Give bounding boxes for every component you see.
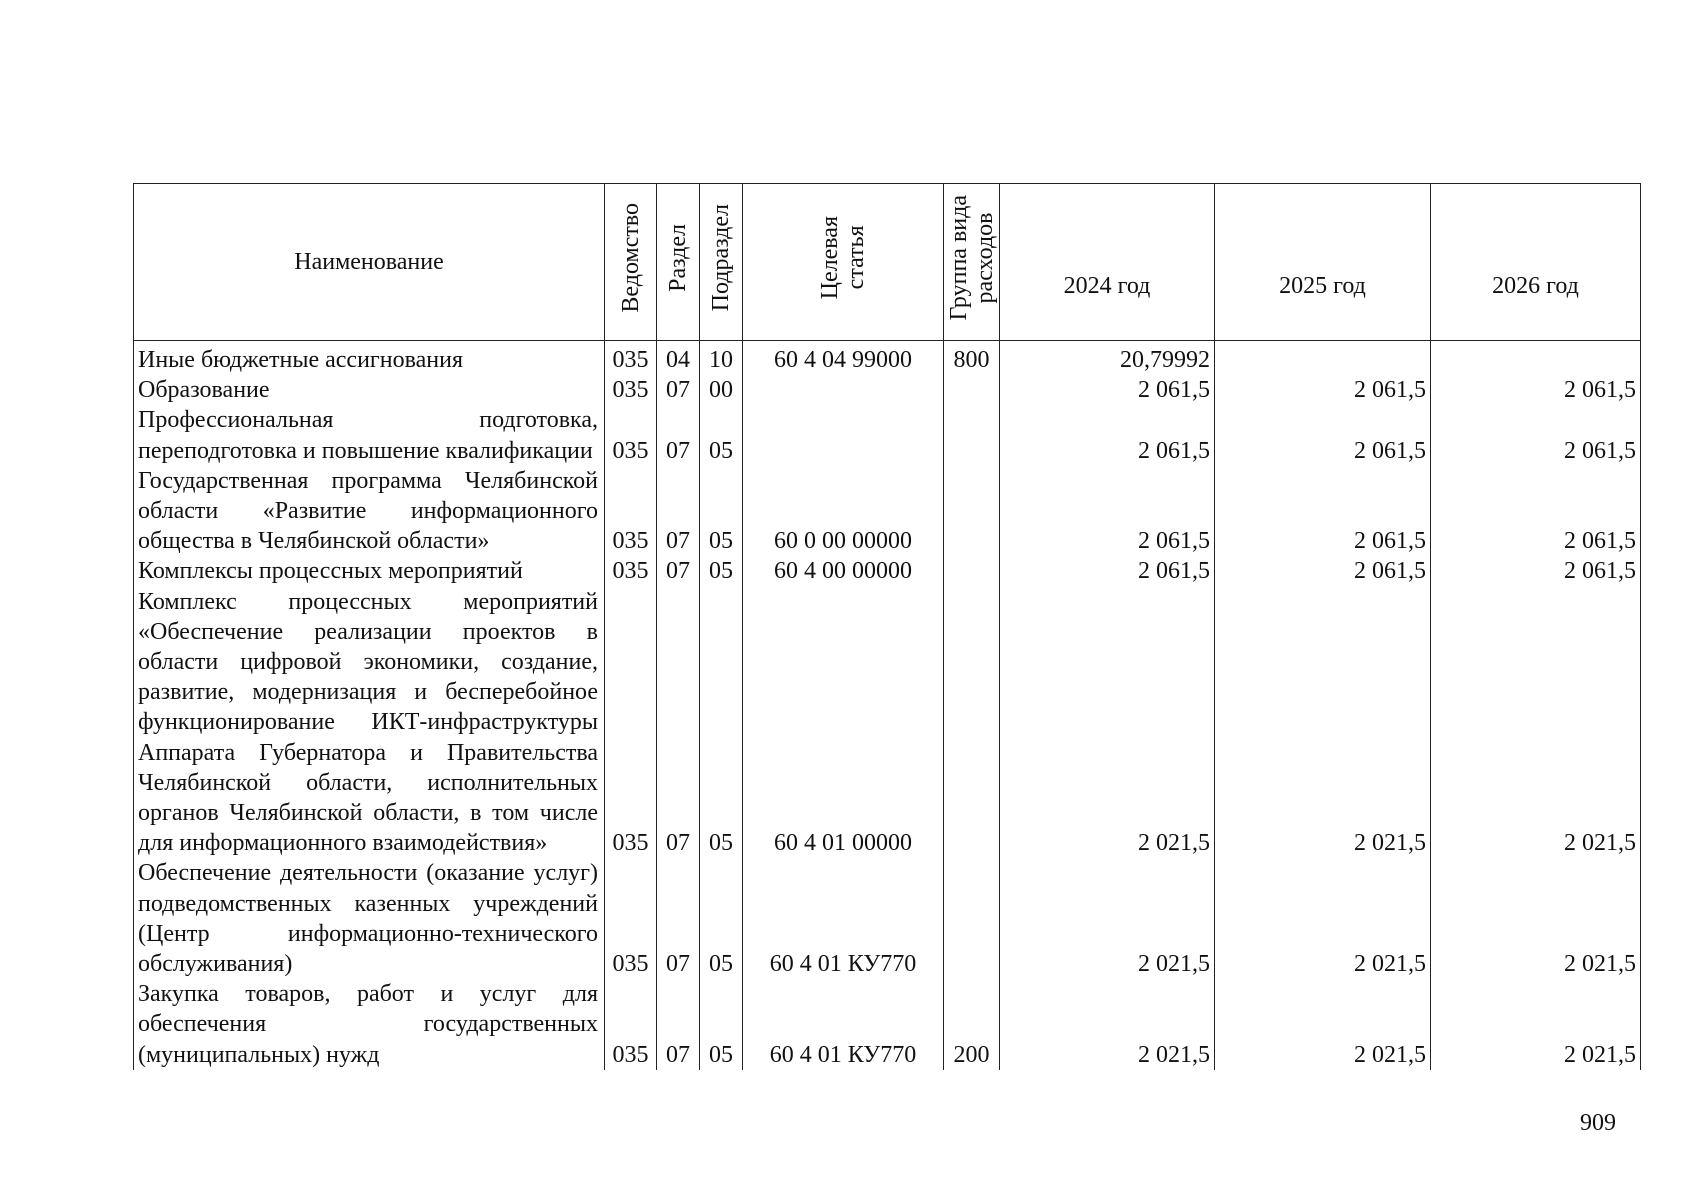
header-name (134, 184, 605, 341)
table-row (134, 587, 1641, 859)
cell-2026: 2 021,5 (1431, 587, 1641, 859)
cell-celevaya: 60 4 00 00000 (743, 556, 944, 586)
cell-2026: 2 061,5 (1431, 375, 1641, 405)
cell-ved: 035 (605, 587, 657, 859)
cell-2026: 2 061,5 (1431, 466, 1641, 557)
cell-razdel: 07 (657, 858, 700, 979)
header-razdel (657, 184, 700, 341)
cell-celevaya: 60 4 01 КУ770 (743, 979, 944, 1070)
cell-razdel: 07 (657, 375, 700, 405)
cell-podrazdel: 00 (700, 375, 743, 405)
header-razdel-text: Раздел (665, 223, 691, 292)
cell-podrazdel: 05 (700, 979, 743, 1070)
header-ved (605, 184, 657, 341)
cell-ved: 035 (605, 341, 657, 376)
header-year-2024 (1000, 184, 1215, 341)
table-row (134, 979, 1641, 1070)
cell-name: Государственная программа Челябинской области «Развитие информационного общества в Челябинской области» (134, 466, 605, 557)
cell-2025: 2 061,5 (1215, 405, 1431, 465)
budget-table (133, 183, 1641, 1070)
cell-celevaya: 60 4 01 КУ770 (743, 858, 944, 979)
header-ved-text: Ведомство (617, 203, 644, 313)
cell-gruppa: 200 (944, 979, 1000, 1070)
cell-2025 (1215, 341, 1431, 376)
header-celevaya-line1: Целевая (817, 216, 843, 300)
cell-2026: 2 061,5 (1431, 556, 1641, 586)
cell-ved: 035 (605, 556, 657, 586)
cell-2024: 2 061,5 (1000, 466, 1215, 557)
cell-gruppa (944, 466, 1000, 557)
cell-podrazdel: 05 (700, 405, 743, 465)
cell-2024: 2 061,5 (1000, 375, 1215, 405)
table-row (134, 405, 1641, 465)
cell-2024: 2 021,5 (1000, 858, 1215, 979)
header-celevaya-line2: статья (843, 225, 869, 290)
cell-2024: 2 021,5 (1000, 587, 1215, 859)
cell-2026 (1431, 341, 1641, 376)
table-row (134, 341, 1641, 376)
cell-celevaya: 60 0 00 00000 (743, 466, 944, 557)
cell-podrazdel: 05 (700, 858, 743, 979)
table-row (134, 466, 1641, 557)
table-body (134, 341, 1641, 1070)
cell-2026: 2 021,5 (1431, 979, 1641, 1070)
header-celevaya (743, 184, 944, 341)
cell-2025: 2 061,5 (1215, 375, 1431, 405)
cell-name: Закупка товаров, работ и услуг для обеспечения государственных (муниципальных) нужд (134, 979, 605, 1070)
cell-name: Комплекс процессных мероприятий «Обеспечение реализации проектов в области цифровой экономики, создание, развитие, модернизация и бесперебойное функционирование ИКТ-инфраструктуры Аппарата Губернатора и Правительства Челябинской области, исполнительных органов Челябинской области, в том числе для информационного взаимодействия» (134, 587, 605, 859)
table-row (134, 858, 1641, 979)
cell-gruppa (944, 858, 1000, 979)
cell-name: Образование (134, 375, 605, 405)
header-podrazdel (700, 184, 743, 341)
cell-razdel: 07 (657, 979, 700, 1070)
table-header (134, 184, 1641, 341)
cell-celevaya: 60 4 04 99000 (743, 341, 944, 376)
header-name-text: Наименование (294, 248, 444, 275)
cell-razdel: 07 (657, 405, 700, 465)
cell-2025: 2 021,5 (1215, 858, 1431, 979)
cell-2025: 2 021,5 (1215, 587, 1431, 859)
table-row (134, 375, 1641, 405)
cell-2024: 2 021,5 (1000, 979, 1215, 1070)
cell-ved: 035 (605, 979, 657, 1070)
cell-razdel: 07 (657, 587, 700, 859)
header-gruppa-line1: Группа вида (945, 195, 972, 321)
cell-ved: 035 (605, 858, 657, 979)
cell-podrazdel: 10 (700, 341, 743, 376)
cell-2024: 2 061,5 (1000, 556, 1215, 586)
cell-2024: 2 061,5 (1000, 405, 1215, 465)
cell-2026: 2 061,5 (1431, 405, 1641, 465)
cell-celevaya (743, 375, 944, 405)
header-gruppa (944, 184, 1000, 341)
cell-razdel: 07 (657, 556, 700, 586)
cell-razdel: 07 (657, 466, 700, 557)
header-year-2025 (1215, 184, 1431, 341)
cell-razdel: 04 (657, 341, 700, 376)
cell-name: Профессиональная подготовка, переподготовка и повышение квалификации (134, 405, 605, 465)
cell-ved: 035 (605, 375, 657, 405)
header-gruppa-text (946, 195, 998, 320)
header-year-2026-text: 2026 год (1492, 272, 1579, 299)
cell-name: Обеспечение деятельности (оказание услуг) подведомственных казенных учреждений (Центр информационно-технического обслуживания) (134, 858, 605, 979)
cell-2025: 2 061,5 (1215, 466, 1431, 557)
cell-gruppa (944, 405, 1000, 465)
cell-gruppa (944, 375, 1000, 405)
cell-2024: 20,79992 (1000, 341, 1215, 376)
cell-podrazdel: 05 (700, 466, 743, 557)
cell-gruppa (944, 556, 1000, 586)
cell-ved: 035 (605, 405, 657, 465)
cell-ved: 035 (605, 466, 657, 557)
cell-name: Иные бюджетные ассигнования (134, 341, 605, 376)
cell-celevaya: 60 4 01 00000 (743, 587, 944, 859)
header-year-2025-text: 2025 год (1279, 272, 1366, 299)
cell-name: Комплексы процессных мероприятий (134, 556, 605, 586)
cell-gruppa: 800 (944, 341, 1000, 376)
header-year-2026 (1431, 184, 1641, 341)
cell-2026: 2 021,5 (1431, 858, 1641, 979)
header-podrazdel-text: Подраздел (708, 204, 734, 312)
table-row (134, 556, 1641, 586)
cell-2025: 2 021,5 (1215, 979, 1431, 1070)
page-number: 909 (1580, 1110, 1616, 1136)
header-year-2024-text: 2024 год (1063, 272, 1151, 299)
cell-2025: 2 061,5 (1215, 556, 1431, 586)
header-celevaya-text (817, 216, 869, 299)
cell-podrazdel: 05 (700, 587, 743, 859)
cell-podrazdel: 05 (700, 556, 743, 586)
cell-gruppa (944, 587, 1000, 859)
header-gruppa-line2: расходов (971, 212, 998, 304)
cell-celevaya (743, 405, 944, 465)
